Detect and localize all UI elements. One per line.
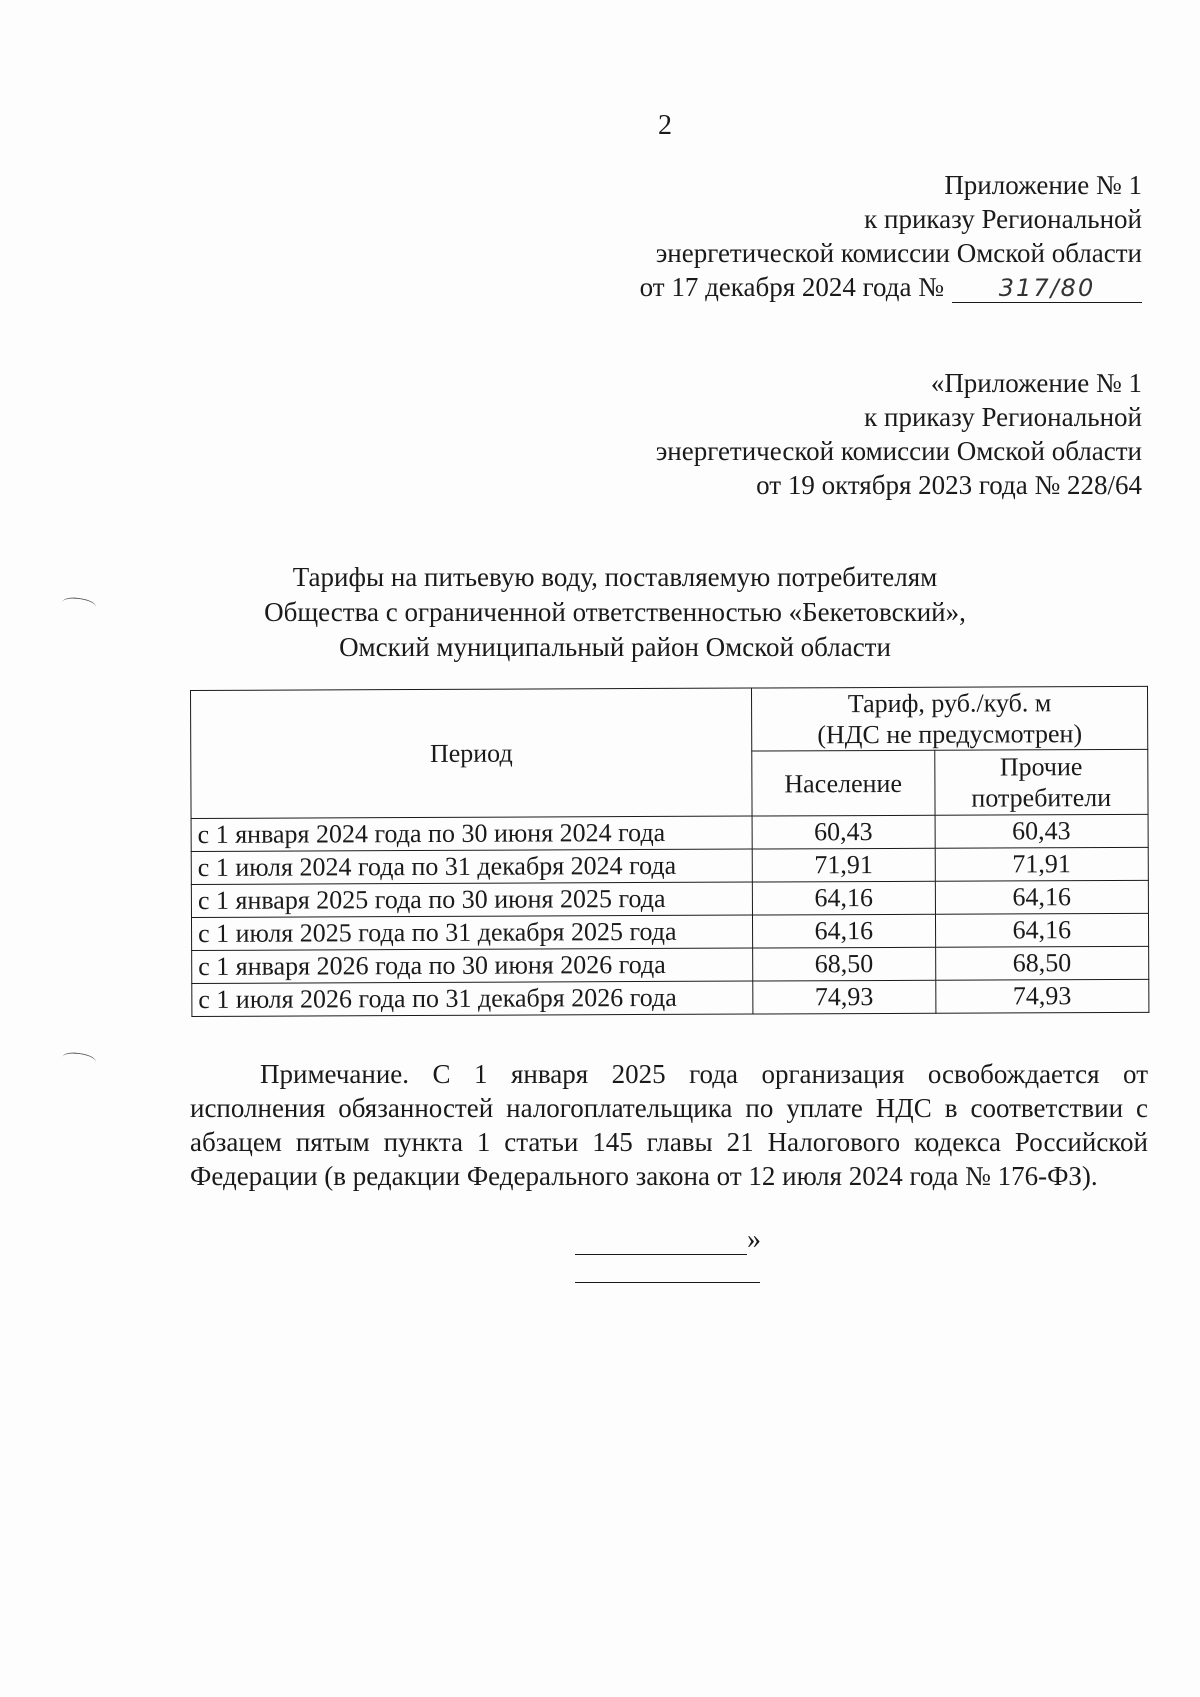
title-line: Тарифы на питьевую воду, поставляемую потребителям bbox=[292, 562, 938, 592]
closing-rule bbox=[575, 1254, 747, 1255]
appendix-current-date: от 17 декабря 2024 года № bbox=[639, 272, 944, 302]
appendix-current-title: Приложение № 1 bbox=[944, 170, 1142, 200]
header-other-consumers bbox=[934, 749, 1148, 815]
tariff-table bbox=[190, 686, 1149, 1017]
header-tariff bbox=[751, 686, 1147, 751]
margin-mark bbox=[61, 1051, 96, 1069]
cell-population: 60,43 bbox=[752, 815, 935, 849]
cell-population: 64,16 bbox=[752, 914, 935, 948]
end-rule bbox=[575, 1282, 760, 1283]
appendix-current-order-ref: к приказу Региональной bbox=[864, 204, 1142, 234]
cell-period: с 1 января 2025 года по 30 июня 2025 года bbox=[191, 882, 752, 917]
table-row bbox=[191, 913, 1148, 950]
cell-population: 68,50 bbox=[753, 947, 936, 981]
appendix-previous-order-ref: к приказу Региональной bbox=[864, 402, 1142, 432]
cell-other: 64,16 bbox=[935, 913, 1149, 947]
appendix-previous-commission: энергетической комиссии Омской области bbox=[655, 436, 1142, 466]
table-row bbox=[191, 880, 1148, 917]
note-paragraph bbox=[190, 1057, 1148, 1193]
appendix-current-commission: энергетической комиссии Омской области bbox=[655, 238, 1142, 268]
table-row bbox=[192, 946, 1149, 983]
appendix-current-date-line bbox=[640, 270, 1142, 304]
cell-period: с 1 июля 2024 года по 31 декабря 2024 года bbox=[191, 849, 752, 884]
header-other-line2: потребители bbox=[971, 782, 1112, 813]
cell-other: 68,50 bbox=[935, 946, 1149, 980]
appendix-previous-title: «Приложение № 1 bbox=[930, 368, 1142, 398]
title-line: Омский муниципальный район Омской области bbox=[339, 632, 891, 662]
appendix-previous-header bbox=[656, 366, 1142, 502]
note-text: Примечание. С 1 января 2025 года организация освобождается от исполнения обязанностей налогоплательщика по уплате НДС в соответствии с абзацем пятым пункта 1 статьи 145 главы 21 Налогового кодекса Российской Федерации (в редакции Федерального закона от 12 июля 2024 года № 176-ФЗ). bbox=[190, 1059, 1148, 1191]
cell-period: с 1 июля 2026 года по 31 декабря 2026 года bbox=[192, 981, 753, 1016]
closing-line bbox=[575, 1225, 761, 1255]
header-other-line1: Прочие bbox=[999, 752, 1083, 782]
table-row bbox=[191, 814, 1148, 851]
cell-population: 64,16 bbox=[752, 881, 935, 915]
appendix-current-header bbox=[640, 168, 1142, 304]
closing-quote: » bbox=[747, 1224, 761, 1255]
cell-period: с 1 января 2026 года по 30 июня 2026 года bbox=[192, 948, 753, 983]
handwritten-order-number: 317/80 bbox=[952, 274, 1142, 303]
table-row bbox=[191, 847, 1148, 884]
appendix-previous-date: от 19 октября 2023 года № 228/64 bbox=[756, 470, 1142, 500]
page-number: 2 bbox=[658, 110, 672, 141]
cell-other: 64,16 bbox=[935, 880, 1149, 914]
cell-other: 71,91 bbox=[935, 847, 1149, 881]
cell-population: 74,93 bbox=[753, 980, 936, 1014]
header-tariff-vat: (НДС не предусмотрен) bbox=[817, 719, 1083, 750]
title-line: Общества с ограниченной ответственностью «Бекетовский», bbox=[264, 597, 966, 627]
table-row bbox=[192, 979, 1149, 1016]
header-period: Период bbox=[191, 688, 753, 818]
cell-period: с 1 июля 2025 года по 31 декабря 2025 года bbox=[191, 915, 752, 950]
document-title bbox=[0, 560, 1200, 665]
cell-population: 71,91 bbox=[752, 848, 935, 882]
header-population: Население bbox=[752, 750, 935, 816]
header-tariff-unit: Тариф, руб./куб. м bbox=[847, 688, 1052, 719]
cell-period: с 1 января 2024 года по 30 июня 2024 года bbox=[191, 816, 752, 851]
cell-other: 74,93 bbox=[935, 979, 1149, 1013]
cell-other: 60,43 bbox=[935, 814, 1149, 848]
